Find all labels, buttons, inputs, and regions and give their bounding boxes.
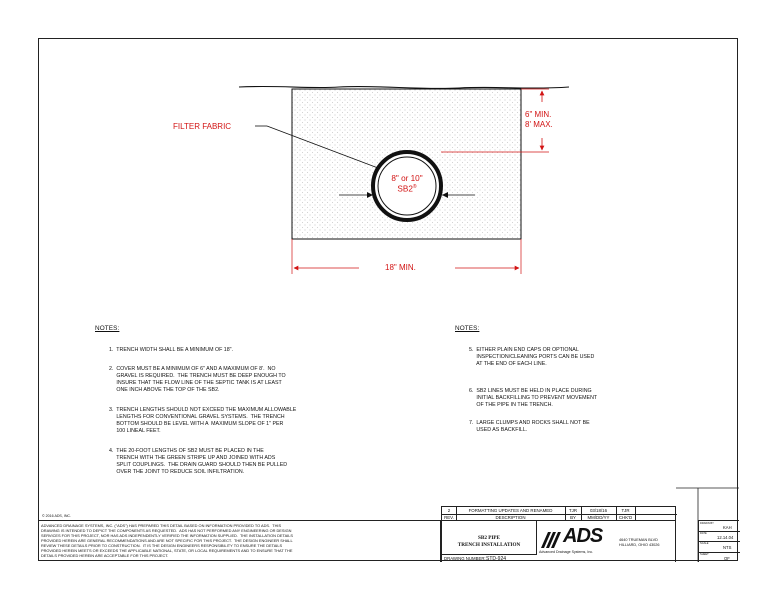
address-line-1: 4640 TRUEMAN BLVD xyxy=(619,538,658,542)
drawing-sheet xyxy=(38,38,738,561)
notes-right-heading: NOTES: xyxy=(455,325,480,332)
side-info-block xyxy=(698,520,739,562)
rev-header-chkd: CHK'D xyxy=(618,515,633,520)
registered-mark: ® xyxy=(412,184,417,190)
rev-header-by: BY xyxy=(570,515,576,520)
date-label: DATE xyxy=(700,532,707,535)
notes-left-heading: NOTES: xyxy=(95,325,120,332)
title-line-2: TRENCH INSTALLATION xyxy=(457,541,521,548)
company-address xyxy=(619,538,660,548)
rev-by: TJR xyxy=(568,508,578,513)
note-1: 1. TRENCH WIDTH SHALL BE A MINIMUM OF 18". xyxy=(109,347,234,353)
pipe-size-line1: 8" or 10" xyxy=(391,174,423,183)
note-6: 6. SB2 LINES MUST BE HELD IN PLACE DURING INITIAL BACKFILLING TO PREVENT MOVEMENT OF THE PIPE IN THE TRENCH. xyxy=(469,388,598,409)
drawing-number-label: DRAWING NUMBER: xyxy=(444,556,486,561)
rev-header-description: DESCRIPTION xyxy=(495,515,526,520)
title-line-1: SB2 PIPE xyxy=(477,535,501,541)
title-block xyxy=(441,520,676,562)
sheet-label: SHEET xyxy=(700,553,709,556)
scale-value: NTS xyxy=(723,545,732,550)
rev-header-rev: REV. xyxy=(444,515,454,520)
note-2: 2. COVER MUST BE A MINIMUM OF 6" AND A MAXIMUM OF 8'. NO GRAVEL IS REQUIRED. THE TRENCH MUST BE DEEP ENOUGH TO INSURE THAT THE FLOW LINE OF THE SEPTIC TANK IS AT LEAST ONE INCH ABOVE THE TOP OF THE SB2. xyxy=(109,366,286,394)
logo-wordmark: ADS xyxy=(563,525,603,547)
width-dimension-label: 18" MIN. xyxy=(385,263,416,272)
pipe-size-line2 xyxy=(384,183,430,194)
filter-fabric-label: FILTER FABRIC xyxy=(173,122,232,131)
company-name: Advanced Drainage Systems, Inc. xyxy=(539,550,594,554)
rev-date: 03/18/16 xyxy=(589,508,608,513)
drawing-number: STD-924 xyxy=(486,555,507,562)
drawing-title xyxy=(442,535,536,548)
address-line-2: HILLIARD, OHIO 43026 xyxy=(619,543,660,547)
note-7: 7. LARGE CLUMPS AND ROCKS SHALL NOT BE USED AS BACKFILL. xyxy=(469,420,590,434)
drawn-by: KAH xyxy=(723,525,732,530)
note-4: 4. THE 20-FOOT LENGTHS OF SB2 MUST BE PLACED IN THE TRENCH WITH THE GREEN STRIPE UP AND JOINED WITH ADS SPLIT COUPLINGS. THE DRAIN GUARD SHOULD THEN BE PULLED OVER THE JOINT TO REDUCE SOIL INFILTRATION. xyxy=(109,448,288,476)
sheet-value: OF xyxy=(724,556,730,561)
disclaimer-box xyxy=(39,520,441,562)
rev-header-date: MM/DD/YY xyxy=(587,515,610,520)
trench-diagram xyxy=(39,39,739,562)
pipe-name: SB2 xyxy=(397,184,413,194)
rev-number: 2 xyxy=(447,508,451,513)
rev-chkd: TJR xyxy=(621,508,630,513)
pipe-size-label xyxy=(384,174,430,194)
date-value: 12.14.04 xyxy=(717,535,734,540)
revision-table xyxy=(441,506,676,520)
drawn-by-label: DRAWN BY xyxy=(700,522,714,525)
cover-max: 8' MAX. xyxy=(525,120,553,129)
note-5: 5. EITHER PLAIN END CAPS OR OPTIONAL INSPECTION/CLEANING PORTS CAN BE USED AT THE END OF EACH LINE. xyxy=(469,347,595,368)
rev-description: FORMATTING UPDATES AND RENAMED xyxy=(468,508,553,513)
cover-dimension-label xyxy=(525,110,553,130)
note-3: 3. TRENCH LENGTHS SHOULD NOT EXCEED THE MAXIMUM ALLOWABLE LENGTHS FOR CONVENTIONAL GRAVEL SYSTEMS. THE TRENCH BOTTOM SHOULD BE LEVEL WITH A MAXIMUM SLOPE OF 1" PER 100 LINEAL FEET. xyxy=(109,407,297,435)
ground-surface-line xyxy=(239,86,569,88)
copyright: © 2016 ADS, INC. xyxy=(42,514,72,518)
cover-min: 6" MIN. xyxy=(525,110,552,119)
disclaimer-text: ADVANCED DRAINAGE SYSTEMS, INC. ("ADS") HAS PREPARED THIS DETAIL BASED ON INFORMATION PROVIDED TO ADS. THIS DRAWING IS INTENDED TO DEPICT THE COMPONENTS AS REQUESTED. ADS HAS NOT PERFORMED ANY ENGINEERING OR DESIGN SERVICES FOR THIS PROJECT, NOR HAS ADS INDEPENDENTLY VERIFIED THE INFORMATION SUPPLIED. THE INSTALLATION DETAILS PROVIDED HEREIN ARE GENERAL RECOMMENDATIONS AND ARE NOT SPECIFIC FOR THIS PROJECT. THE DESIGN ENGINEER SHALL REVIEW THESE DETAILS PRIOR TO CONSTRUCTION. IT IS THE DESIGN ENGINEERS RESPONSIBILITY TO ENSURE THE DETAILS PROVIDED HEREIN MEETS OR EXCEEDS THE APPLICABLE NATIONAL, STATE, OR LOCAL REQUIREMENTS AND TO ENSURE THAT THE DETAILS PROVIDED HEREIN ARE ACCEPTABLE FOR THIS PROJECT. xyxy=(41,523,293,558)
scale-label: SCALE xyxy=(700,542,709,545)
